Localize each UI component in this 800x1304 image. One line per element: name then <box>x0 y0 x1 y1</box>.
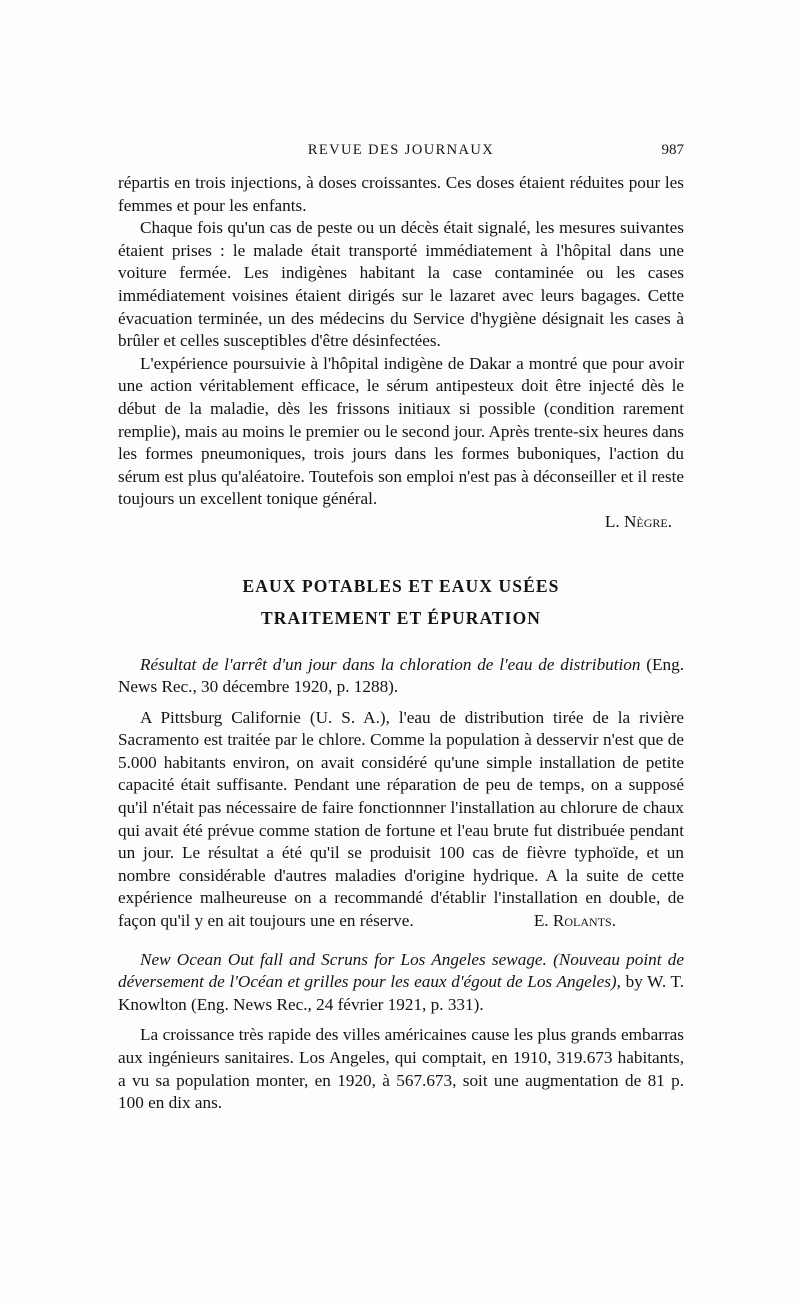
signature-negre: L. Nègre. <box>604 511 672 531</box>
reference-source: (Eng. News Rec., 30 décembre 1920, p. 1288). <box>118 654 685 697</box>
page-number: 987 <box>661 142 684 158</box>
paragraph-serum-doses: répartis en trois injections, à doses croissantes. Ces doses étaient réduites pour les femmes et pour les enfants. <box>118 173 684 215</box>
running-title: REVUE DES JOURNAUX <box>307 142 495 158</box>
paragraph-pittsburg <box>118 707 684 933</box>
reference-author: by W. T. Knowlton <box>118 972 685 1014</box>
page-header <box>118 142 684 164</box>
paragraph-dakar-experience: L'expérience poursuivie à l'hôpital indigène de Dakar a montré que pour avoir une action véritablement efficace, le sérum antipesteux doit être injecté dès le début de la maladie, dès les frissons initiaux si possible (condition rarement remplie), mais au moins le premier ou le second jour. Après trente-six heures dans les formes pneumoniques, trois jours dans les formes buboniques, l'action du sérum est plus qu'aléatoire. Toutefois son emploi n'est pas à déconseiller et il reste toujours un excellent tonique général. <box>118 353 684 509</box>
paragraph-plague-measures: Chaque fois qu'un cas de peste ou un décès était signalé, les mesures suivantes étaient prises : le malade était transporté immédiatement à l'hôpital dans une voiture fermée. Les indigènes habitant la case contaminée ou les cases immédiatement voisines étaient dirigés sur le lazaret avec leurs bagages. Cette évacuation terminée, un des médecins du Service d'hygiène désignait les cases à brûler et celles susceptibles d'être désinfectées. <box>118 218 684 351</box>
reference-title-los-angeles: New Ocean Out fall and Scruns for Los Angeles sewage. (Nouveau point de déversement de l'Océan et grilles pour les eaux d'égout de Los Angeles), <box>118 949 684 992</box>
paragraph-pittsburg-text: A Pittsburg Californie (U. S. A.), l'eau de distribution tirée de la rivière Sacramento est traitée par le chlore. Comme la population à desservir n'est que de 5.000 habitants environ, on avait considéré qu'une simple installation de petite capacité était suffisante. Pendant une réparation de peu de temps, on a supposé qu'il n'était pas nécessaire de faire fonctionnner l'installation au chlorure de chaux qui avait été prévue comme station de fortune et l'eau brute fut distribuée pendant un jour. Le résultat a été qu'il se produisit 100 cas de fièvre typhoïde, et un nombre considérable d'autres maladies d'origine hydrique. A la suite de cette expérience malheureuse on a recommandé d'établir l'installation en double, de façon qu'il y en ait toujours une en réserve. <box>118 707 684 931</box>
signature-rolants: E. Rolants. <box>533 911 616 931</box>
section-title-line1: EAUX POTABLES ET EAUX USÉES <box>242 575 560 596</box>
reference-los-angeles <box>118 949 684 1017</box>
section-title-line2: TRAITEMENT ET ÉPURATION <box>260 607 542 628</box>
reference-title: Résultat de l'arrêt d'un jour dans la chloration de l'eau de distribution <box>140 654 641 674</box>
reference-chlorination <box>118 654 684 699</box>
text-column <box>118 172 684 1115</box>
reference-source-los-angeles: (Eng. News Rec., 24 février 1921, p. 331). <box>191 994 484 1014</box>
paragraph-los-angeles: La croissance très rapide des villes américaines cause les plus grands embarras aux ingénieurs sanitaires. Los Angeles, qui comptait, en 1910, 319.673 habitants, a vu sa population monter, en 1920, à 567.673, soit une augmentation de 81 p. 100 en dix ans. <box>118 1025 684 1113</box>
